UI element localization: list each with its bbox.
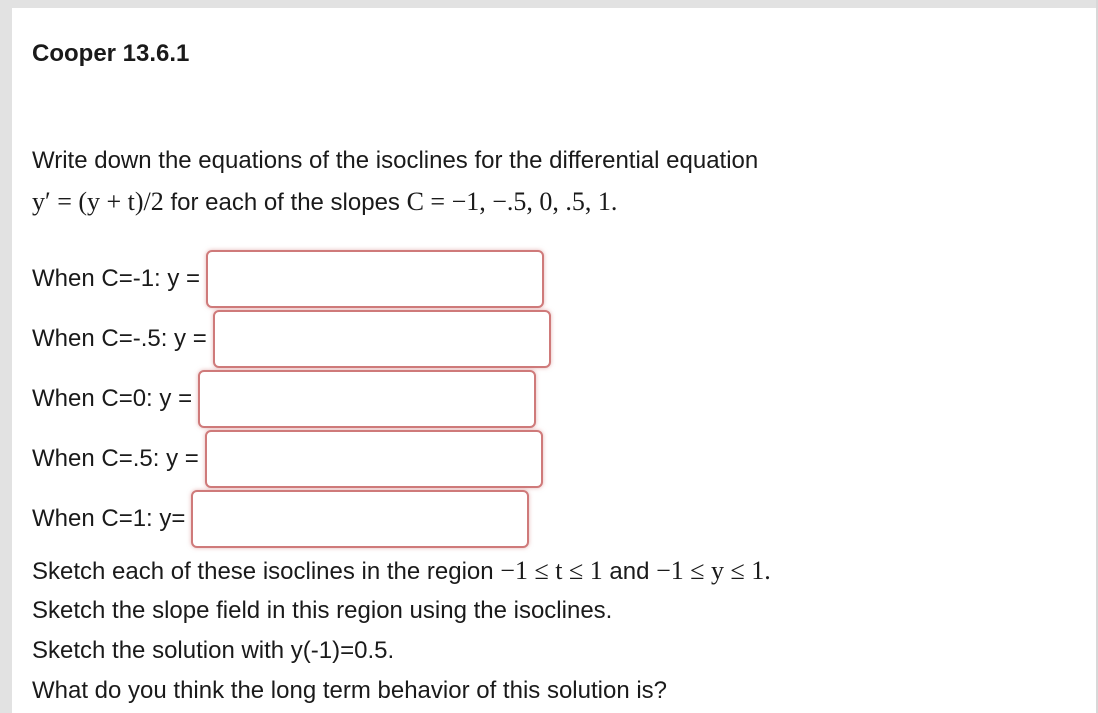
answer-input-c-neg05[interactable] bbox=[213, 310, 551, 368]
answer-label: When C=-.5: y = bbox=[32, 325, 207, 352]
t-region: −1 ≤ t ≤ 1 bbox=[500, 556, 603, 585]
top-border bbox=[12, 0, 1098, 8]
answer-input-c-05[interactable] bbox=[205, 430, 543, 488]
answer-row-c-0 bbox=[32, 369, 536, 429]
differential-equation: y′ = (y + t)/2 bbox=[32, 187, 164, 216]
answer-label: When C=-1: y = bbox=[32, 265, 201, 292]
problem-title: Cooper 13.6.1 bbox=[32, 40, 190, 67]
answer-label: When C=0: y = bbox=[32, 385, 193, 412]
instruction-line-4: What do you think the long term behavior of this solution is? bbox=[32, 677, 668, 704]
instruction-line-3: Sketch the solution with y(-1)=0.5. bbox=[32, 637, 395, 664]
answer-label: When C=.5: y = bbox=[32, 445, 199, 472]
answer-row-c-05 bbox=[32, 429, 543, 489]
instruction-and: and bbox=[602, 558, 657, 585]
answer-input-c-1[interactable] bbox=[191, 490, 529, 548]
answer-row-c-neg1 bbox=[32, 249, 544, 309]
answer-input-c-neg1[interactable] bbox=[206, 250, 544, 308]
question-line-2 bbox=[32, 182, 617, 223]
answer-row-c-neg05 bbox=[32, 309, 551, 369]
answer-row-c-1 bbox=[32, 489, 529, 549]
answer-label: When C=1: y= bbox=[32, 505, 186, 532]
question-line-2-text: for each of the slopes bbox=[163, 189, 407, 216]
slope-values: C = −1, −.5, 0, .5, 1. bbox=[406, 187, 618, 216]
instruction-line-1-text: Sketch each of these isoclines in the region bbox=[32, 558, 501, 585]
instruction-line-1 bbox=[32, 551, 771, 592]
question-line-1: Write down the equations of the isoclines for the differential equation bbox=[32, 147, 759, 174]
y-region: −1 ≤ y ≤ 1. bbox=[656, 556, 771, 585]
instruction-line-2: Sketch the slope field in this region using the isoclines. bbox=[32, 597, 613, 624]
answer-input-c-0[interactable] bbox=[198, 370, 536, 428]
